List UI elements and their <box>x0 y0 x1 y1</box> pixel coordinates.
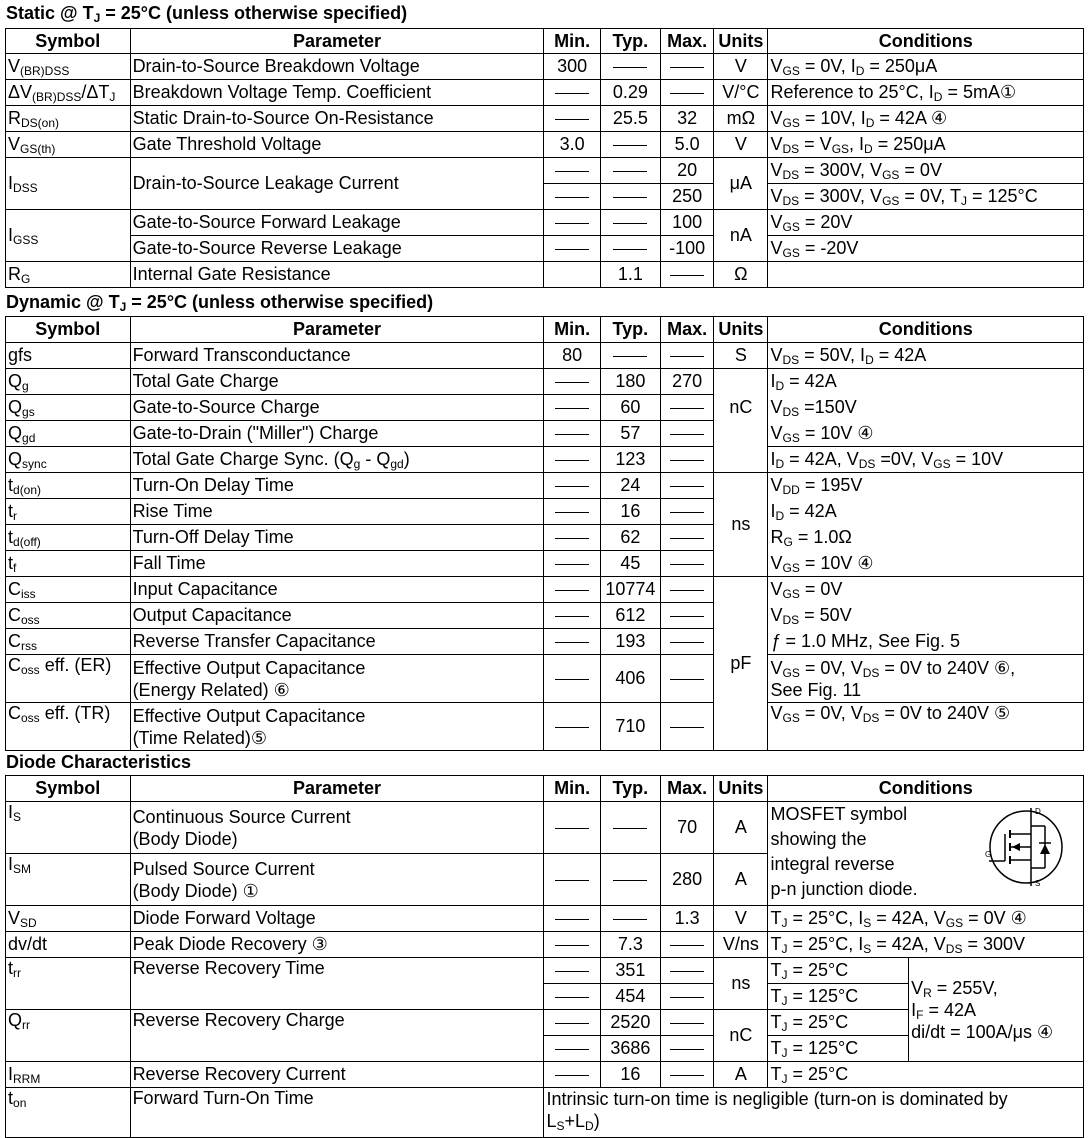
conditions-cell: $V_{GS} = 0V$ <box>768 577 1084 603</box>
table-row <box>6 655 1084 703</box>
table-row <box>6 447 1084 473</box>
symbol-cell: $Q_{rr}$ <box>6 1010 131 1062</box>
header-conditions: Conditions <box>768 776 1084 802</box>
max-cell: 32 <box>660 106 713 132</box>
units-cell: S <box>714 343 768 369</box>
typ-cell: 193 <box>600 629 660 655</box>
min-cell <box>544 421 600 447</box>
typ-cell: 7.3 <box>600 932 660 958</box>
header-max: Max. <box>660 317 713 343</box>
typ-cell <box>600 906 660 932</box>
conditions-cell: Reference to 25°C, $I_D$ = 5mA① <box>768 80 1084 106</box>
static-header-row <box>6 29 1084 54</box>
min-cell <box>544 958 600 984</box>
header-min: Min. <box>544 29 600 54</box>
min-cell <box>544 447 600 473</box>
typ-cell: 16 <box>600 499 660 525</box>
mosfet-text-line: integral reverse <box>770 854 895 874</box>
min-cell <box>544 906 600 932</box>
units-cell: nC <box>714 369 768 473</box>
min-cell <box>544 1062 600 1088</box>
parameter-cell: Effective Output Capacitance (Energy Related) ⑥ <box>130 655 544 703</box>
conditions-cell: $V_{DS} =150V$ <box>768 395 1084 421</box>
symbol-cell: $C_{oss}$ <box>6 603 131 629</box>
symbol-cell: $Q_g$ <box>6 369 131 395</box>
conditions-cell: $V_{GS} = 0V$, $V_{DS} = 0V$ to 240V ⑥, See Fig. 11 <box>768 655 1084 703</box>
parameter-cell: Forward Turn-On Time <box>130 1088 544 1138</box>
parameter-cell: Drain-to-Source Leakage Current <box>130 158 544 210</box>
min-cell <box>544 158 600 184</box>
conditions-cell: $V_{GS} = -20V$ <box>768 236 1084 262</box>
typ-cell: 123 <box>600 447 660 473</box>
min-cell <box>544 499 600 525</box>
units-cell: ns <box>714 473 768 577</box>
typ-cell: 60 <box>600 395 660 421</box>
conditions-cell: $V_{DS} = 300V$, $V_{GS} = 0V$, $T_J = 125^\circ C$ <box>768 184 1084 210</box>
typ-cell <box>600 132 660 158</box>
min-cell <box>544 802 600 854</box>
symbol-cell: $t_f$ <box>6 551 131 577</box>
conditions-cell: $T_J = 25^\circ C$, $I_S = 42A$, $V_{DS} = 300V$ <box>768 932 1084 958</box>
parameter-cell: Gate-to-Source Charge <box>130 395 544 421</box>
symbol-cell: $C_{iss}$ <box>6 577 131 603</box>
max-cell: 20 <box>660 158 713 184</box>
conditions-cell: $I_D = 42A$ <box>768 369 1084 395</box>
conditions-cell: $V_{GS} = 10V$ ④ <box>768 421 1084 447</box>
typ-cell: 612 <box>600 603 660 629</box>
units-cell: Ω <box>714 262 768 288</box>
min-cell <box>544 655 600 703</box>
parameter-cell: Effective Output Capacitance (Time Related)⑤ <box>130 703 544 751</box>
min-cell <box>544 603 600 629</box>
parameter-cell: Gate Threshold Voltage <box>130 132 544 158</box>
max-cell <box>660 984 713 1010</box>
symbol-cell: $Q_{gs}$ <box>6 395 131 421</box>
max-cell <box>660 499 713 525</box>
max-cell <box>660 551 713 577</box>
units-cell: ns <box>714 958 768 1010</box>
diode-table <box>5 775 1084 1138</box>
symbol-cell: gfs <box>6 343 131 369</box>
mosfet-symbol-cell <box>768 802 1084 906</box>
parameter-cell: Reverse Transfer Capacitance <box>130 629 544 655</box>
typ-cell <box>600 158 660 184</box>
max-cell <box>660 703 713 751</box>
conditions-cell: ƒ = 1.0 MHz, See Fig. 5 <box>768 629 1084 655</box>
conditions-cell: $V_{DS} = 300V$, $V_{GS} = 0V$ <box>768 158 1084 184</box>
max-cell <box>660 421 713 447</box>
max-cell: 250 <box>660 184 713 210</box>
conditions-cell: Intrinsic turn-on time is negligible (turn-on is dominated by $L_S+L_D$) <box>544 1088 1084 1138</box>
typ-cell: 2520 <box>600 1010 660 1036</box>
if-condition: $I_F = 42A$ <box>911 999 977 1022</box>
table-row <box>6 343 1084 369</box>
symbol-cell: $C_{rss}$ <box>6 629 131 655</box>
symbol-cell: $V_{(BR)DSS}$ <box>6 54 131 80</box>
typ-cell: 25.5 <box>600 106 660 132</box>
symbol-cell: $t_r$ <box>6 499 131 525</box>
table-row <box>6 395 1084 421</box>
parameter-cell: Rise Time <box>130 499 544 525</box>
units-cell: A <box>714 802 768 854</box>
didt-condition: di/dt = 100A/μs ④ <box>911 1021 1054 1042</box>
typ-cell: 406 <box>600 655 660 703</box>
header-typ: Typ. <box>600 776 660 802</box>
mosfet-gate-label: G <box>985 850 992 859</box>
parameter-cell: Diode Forward Voltage <box>130 906 544 932</box>
min-cell <box>544 210 600 236</box>
max-cell: 270 <box>660 369 713 395</box>
max-cell <box>660 525 713 551</box>
table-row <box>6 629 1084 655</box>
conditions-cell: $V_{DS} = V_{GS}$, $I_D = 250\mu A$ <box>768 132 1084 158</box>
parameter-cell: Gate-to-Source Reverse Leakage <box>130 236 544 262</box>
symbol-cell: dv/dt <box>6 932 131 958</box>
conditions-cell: $I_D = 42A$, $V_{DS} =0V$, $V_{GS} = 10V$ <box>768 447 1084 473</box>
min-cell <box>544 703 600 751</box>
max-cell <box>660 395 713 421</box>
table-row <box>6 262 1084 288</box>
typ-cell: 62 <box>600 525 660 551</box>
mosfet-text-line: showing the <box>770 829 867 849</box>
table-row <box>6 551 1084 577</box>
min-cell <box>544 577 600 603</box>
symbol-cell: $Q_{gd}$ <box>6 421 131 447</box>
typ-cell: 16 <box>600 1062 660 1088</box>
mosfet-text-line: p-n junction diode. <box>770 879 918 899</box>
max-cell: 70 <box>660 802 713 854</box>
header-units: Units <box>714 29 768 54</box>
header-parameter: Parameter <box>130 317 544 343</box>
parameter-cell: Gate-to-Source Forward Leakage <box>130 210 544 236</box>
max-cell <box>660 1010 713 1036</box>
parameter-cell: Reverse Recovery Current <box>130 1062 544 1088</box>
symbol-cell: $V_{SD}$ <box>6 906 131 932</box>
symbol-cell: $C_{oss}$ eff. (TR) <box>6 703 131 751</box>
table-row <box>6 932 1084 958</box>
parameter-cell: Turn-On Delay Time <box>130 473 544 499</box>
header-conditions: Conditions <box>768 317 1084 343</box>
diode-header-row <box>6 776 1084 802</box>
symbol-cell: $Q_{sync}$ <box>6 447 131 473</box>
dynamic-header-row <box>6 317 1084 343</box>
dynamic-table <box>5 316 1084 751</box>
mosfet-drain-label: D <box>1035 807 1041 816</box>
min-cell <box>544 80 600 106</box>
typ-cell: 180 <box>600 369 660 395</box>
units-cell: V/ns <box>714 932 768 958</box>
parameter-cell: Continuous Source Current (Body Diode) <box>130 802 544 854</box>
header-symbol: Symbol <box>6 317 131 343</box>
typ-cell: 0.29 <box>600 80 660 106</box>
conditions-cell: $V_{GS} = 10V$, $I_D = 42A$ ④ <box>768 106 1084 132</box>
min-cell <box>544 984 600 1010</box>
header-symbol: Symbol <box>6 776 131 802</box>
static-table <box>5 28 1084 288</box>
mosfet-text-line: MOSFET symbol <box>770 804 908 824</box>
min-cell <box>544 932 600 958</box>
min-cell: 80 <box>544 343 600 369</box>
min-cell <box>544 473 600 499</box>
min-cell <box>544 395 600 421</box>
typ-cell <box>600 854 660 906</box>
typ-cell <box>600 236 660 262</box>
table-row <box>6 54 1084 80</box>
parameter-cell: Input Capacitance <box>130 577 544 603</box>
table-row <box>6 802 1084 854</box>
table-row <box>6 958 1084 984</box>
conditions-cell: $V_{GS} = 10V$ ④ <box>768 551 1084 577</box>
max-cell <box>660 80 713 106</box>
units-cell: A <box>714 1062 768 1088</box>
conditions-cell: $T_J = 25^\circ C$, $I_S = 42A$, $V_{GS} = 0V$ ④ <box>768 906 1084 932</box>
conditions-cell: $V_{GS} = 0V$, $V_{DS} = 0V$ to 240V ⑤ <box>768 703 1084 751</box>
typ-cell: 57 <box>600 421 660 447</box>
typ-cell: 45 <box>600 551 660 577</box>
symbol-cell: $I_{RRM}$ <box>6 1062 131 1088</box>
recovery-conditions-cell <box>909 958 1084 1062</box>
diode-section-title: Diode Characteristics <box>6 752 192 772</box>
min-cell <box>544 1010 600 1036</box>
header-symbol: Symbol <box>6 29 131 54</box>
units-cell: mΩ <box>714 106 768 132</box>
symbol-cell: $t_{d(off)}$ <box>6 525 131 551</box>
conditions-cell: $I_D = 42A$ <box>768 499 1084 525</box>
parameter-cell: Forward Transconductance <box>130 343 544 369</box>
min-cell <box>544 262 600 288</box>
table-row <box>6 906 1084 932</box>
header-units: Units <box>714 317 768 343</box>
conditions-cell: $T_J = 125^\circ C$ <box>768 1036 909 1062</box>
header-parameter: Parameter <box>130 776 544 802</box>
typ-cell: 454 <box>600 984 660 1010</box>
header-typ: Typ. <box>600 317 660 343</box>
conditions-cell: $T_J = 125^\circ C$ <box>768 984 909 1010</box>
header-max: Max. <box>660 29 713 54</box>
max-cell <box>660 1062 713 1088</box>
conditions-cell: $V_{GS} = 0V$, $I_D = 250\mu A$ <box>768 54 1084 80</box>
table-row <box>6 603 1084 629</box>
typ-cell <box>600 54 660 80</box>
max-cell <box>660 343 713 369</box>
max-cell <box>660 603 713 629</box>
typ-cell <box>600 210 660 236</box>
parameter-cell: Pulsed Source Current (Body Diode) ① <box>130 854 544 906</box>
header-conditions: Conditions <box>768 29 1084 54</box>
min-cell: 3.0 <box>544 132 600 158</box>
conditions-cell: $V_{DS} = 50V$ <box>768 603 1084 629</box>
symbol-cell: $V_{GS(th)}$ <box>6 132 131 158</box>
table-row <box>6 369 1084 395</box>
symbol-cell: $t_{on}$ <box>6 1088 131 1138</box>
max-cell <box>660 629 713 655</box>
typ-cell: 3686 <box>600 1036 660 1062</box>
parameter-cell: Peak Diode Recovery ③ <box>130 932 544 958</box>
max-cell: 100 <box>660 210 713 236</box>
units-cell: A <box>714 854 768 906</box>
conditions-cell: $V_{DD} = 195V$ <box>768 473 1084 499</box>
units-cell: nC <box>714 1010 768 1062</box>
conditions-cell: $V_{GS} = 20V$ <box>768 210 1084 236</box>
min-cell: 300 <box>544 54 600 80</box>
symbol-cell: $I_{SM}$ <box>6 854 131 906</box>
max-cell: 1.3 <box>660 906 713 932</box>
typ-cell <box>600 184 660 210</box>
min-cell <box>544 184 600 210</box>
table-row <box>6 525 1084 551</box>
typ-cell: 1.1 <box>600 262 660 288</box>
dynamic-section-title: Dynamic @ $T_J = 25^\circ C$ (unless otherwise specified) <box>6 292 434 314</box>
parameter-cell: Fall Time <box>130 551 544 577</box>
symbol-cell: $\Delta V_{(BR)DSS}/\Delta T_J$ <box>6 80 131 106</box>
max-cell <box>660 932 713 958</box>
typ-cell: 10774 <box>600 577 660 603</box>
parameter-cell: Total Gate Charge Sync. $(Q_g - Q_{gd})$ <box>130 447 544 473</box>
max-cell <box>660 473 713 499</box>
parameter-cell: Reverse Recovery Charge <box>130 1010 544 1062</box>
parameter-cell: Internal Gate Resistance <box>130 262 544 288</box>
mosfet-diode-symbol-icon <box>985 806 1067 888</box>
parameter-cell: Output Capacitance <box>130 603 544 629</box>
units-cell: V <box>714 54 768 80</box>
table-row <box>6 499 1084 525</box>
min-cell <box>544 236 600 262</box>
max-cell: 280 <box>660 854 713 906</box>
table-row <box>6 106 1084 132</box>
vr-condition: $V_R = 255V$, <box>911 977 998 1000</box>
min-cell <box>544 629 600 655</box>
symbol-cell: $I_{DSS}$ <box>6 158 131 210</box>
max-cell <box>660 262 713 288</box>
table-row <box>6 473 1084 499</box>
typ-cell: 351 <box>600 958 660 984</box>
parameter-cell: Turn-Off Delay Time <box>130 525 544 551</box>
symbol-cell: $C_{oss}$ eff. (ER) <box>6 655 131 703</box>
header-typ: Typ. <box>600 29 660 54</box>
conditions-cell: $T_J = 25^\circ C$ <box>768 1062 1084 1088</box>
units-cell: μA <box>714 158 768 210</box>
min-cell <box>544 1036 600 1062</box>
units-cell: pF <box>714 577 768 751</box>
parameter-cell: Gate-to-Drain ("Miller") Charge <box>130 421 544 447</box>
units-cell: V <box>714 906 768 932</box>
typ-cell: 24 <box>600 473 660 499</box>
mosfet-source-label: S <box>1035 879 1041 888</box>
max-cell <box>660 655 713 703</box>
min-cell <box>544 525 600 551</box>
typ-cell: 710 <box>600 703 660 751</box>
header-max: Max. <box>660 776 713 802</box>
parameter-cell: Total Gate Charge <box>130 369 544 395</box>
table-row <box>6 158 1084 184</box>
typ-cell <box>600 343 660 369</box>
conditions-cell: $T_J = 25^\circ C$ <box>768 1010 909 1036</box>
conditions-cell: $T_J = 25^\circ C$ <box>768 958 909 984</box>
header-parameter: Parameter <box>130 29 544 54</box>
table-row <box>6 577 1084 603</box>
max-cell <box>660 54 713 80</box>
symbol-cell: $t_{d(on)}$ <box>6 473 131 499</box>
conditions-cell: $V_{DS} = 50V$, $I_D = 42A$ <box>768 343 1084 369</box>
units-cell: V <box>714 132 768 158</box>
min-cell <box>544 106 600 132</box>
min-cell <box>544 369 600 395</box>
symbol-cell: $R_G$ <box>6 262 131 288</box>
parameter-cell: Reverse Recovery Time <box>130 958 544 1010</box>
max-cell: 5.0 <box>660 132 713 158</box>
symbol-cell: $t_{rr}$ <box>6 958 131 1010</box>
table-row <box>6 132 1084 158</box>
table-row <box>6 421 1084 447</box>
header-min: Min. <box>544 776 600 802</box>
symbol-cell: $I_S$ <box>6 802 131 854</box>
max-cell <box>660 1036 713 1062</box>
max-cell <box>660 958 713 984</box>
static-section-title: Static @ $T_J = 25^\circ C$ (unless otherwise specified) <box>6 3 408 25</box>
parameter-cell: Breakdown Voltage Temp. Coefficient <box>130 80 544 106</box>
table-row <box>6 1088 1084 1138</box>
max-cell <box>660 577 713 603</box>
header-min: Min. <box>544 317 600 343</box>
parameter-cell: Static Drain-to-Source On-Resistance <box>130 106 544 132</box>
symbol-cell: $R_{DS(on)}$ <box>6 106 131 132</box>
table-row <box>6 1062 1084 1088</box>
symbol-cell: $I_{GSS}$ <box>6 210 131 262</box>
table-row <box>6 703 1084 751</box>
min-cell <box>544 854 600 906</box>
units-cell: V/°C <box>714 80 768 106</box>
conditions-cell: $R_G = 1.0\Omega$ <box>768 525 1084 551</box>
conditions-cell <box>768 262 1084 288</box>
typ-cell <box>600 802 660 854</box>
units-cell: nA <box>714 210 768 262</box>
parameter-cell: Drain-to-Source Breakdown Voltage <box>130 54 544 80</box>
table-row <box>6 80 1084 106</box>
header-units: Units <box>714 776 768 802</box>
table-row <box>6 236 1084 262</box>
max-cell <box>660 447 713 473</box>
min-cell <box>544 551 600 577</box>
table-row <box>6 210 1084 236</box>
max-cell: -100 <box>660 236 713 262</box>
